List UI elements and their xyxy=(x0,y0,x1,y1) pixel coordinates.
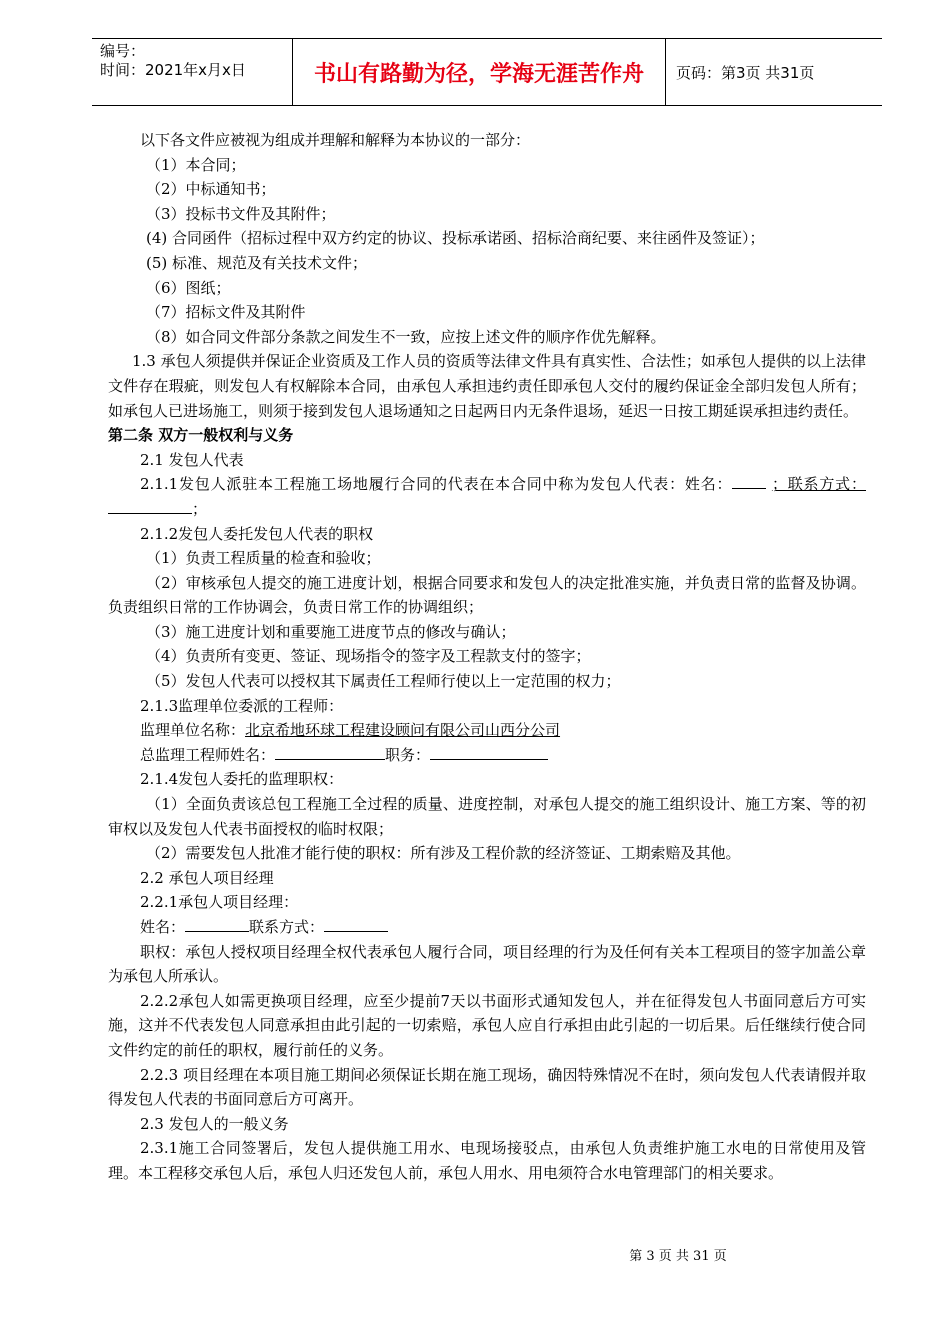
list-item: （5）发包人代表可以授权其下属责任工程师行使以上一定范围的权力； xyxy=(146,672,621,691)
pm-name-blank[interactable] xyxy=(185,917,249,932)
chief-engineer-label: 总监理工程师姓名： xyxy=(140,745,276,764)
clause-1-3: 1.3 承包人须提供并保证企业资质及工作人员的资质等法律文件具有真实性、合法性；如承包人提供的以上法律文件存在瑕疵，则发包人有权解除本合同，由承包人承担违约责任即承包人交付的履约保证金全部归发包人所有；如承包人已进场施工，则须于接到发包人退场通知之日起两日内无条件退场，延迟一日按工期延误承担违约责任。 xyxy=(108,352,866,420)
header-page-info: 页码：第3页 共31页 xyxy=(676,63,815,82)
list-item: (4) 合同函件（招标过程中双方约定的协议、投标承诺函、招标洽商纪要、来往函件及签证）； xyxy=(146,229,765,248)
punctuation: ； xyxy=(192,499,208,518)
section-heading: 2.2 承包人项目经理 xyxy=(140,868,274,887)
header-motto-cell xyxy=(292,39,666,105)
clause-heading: 2.1.3监理单位委派的工程师： xyxy=(140,696,344,715)
contact-label: ；联系方式： xyxy=(771,475,866,494)
list-item: （1）负责工程质量的检查和验收； xyxy=(146,549,381,568)
code-label: 编号： xyxy=(100,42,146,60)
clause-heading: 2.2.1承包人项目经理： xyxy=(140,893,299,912)
list-item: （7）招标文件及其附件 xyxy=(146,303,306,322)
list-item: （2）审核承包人提交的施工进度计划，根据合同要求和发包人的决定批准实施，并负责日常的监督及协调。负责组织日常的工作协调会，负责日常工作的协调组织； xyxy=(108,573,866,617)
clause-2-1-1 xyxy=(108,472,866,521)
article-heading: 第二条 双方一般权利与义务 xyxy=(108,426,294,445)
page-footer xyxy=(0,1245,950,1264)
list-item: （3）施工进度计划和重要施工进度节点的修改与确认； xyxy=(146,622,516,641)
document-body xyxy=(108,128,866,1186)
time-label: 时间：2021年x月x日 xyxy=(100,61,246,79)
pm-name-line xyxy=(108,915,866,940)
chief-engineer-line xyxy=(108,743,866,768)
position-blank[interactable] xyxy=(430,745,548,760)
clause-2-2-2: 2.2.2承包人如需更换项目经理，应至少提前7天以书面形式通知发包人，并在征得发包人书面同意后方可实施，这并不代表发包人同意承担由此引起的一切索赔，承包人应自行承担由此引起的一切后果。后任继续行使合同文件约定的前任的职权，履行前任的义务。 xyxy=(108,991,866,1059)
header-motto: 书山有路勤为径，学海无涯苦作舟 xyxy=(313,61,644,87)
clause-text: 2.1.1发包人派驻本工程施工场地履行合同的代表在本合同中称为发包人代表：姓名： xyxy=(140,475,733,494)
paragraph: 职权：承包人授权项目经理全权代表承包人履行合同，项目经理的行为及任何有关本工程项目的签字加盖公章为承包人所承认。 xyxy=(108,942,866,986)
footer-page-number: 第 3 页 共 31 页 xyxy=(629,1249,727,1264)
contact-blank[interactable] xyxy=(108,499,192,514)
list-item: （1）本合同； xyxy=(146,155,246,174)
position-label: 职务： xyxy=(385,745,431,764)
chief-engineer-blank[interactable] xyxy=(275,745,385,760)
supervisor-unit-line xyxy=(108,718,866,743)
section-heading: 2.1 发包人代表 xyxy=(140,450,244,469)
header-page-info-cell xyxy=(666,39,882,105)
supervisor-unit-name: 北京希地环球工程建设顾问有限公司山西分公司 xyxy=(245,721,561,740)
clause-2-3-1: 2.3.1施工合同签署后，发包人提供施工用水、电现场接驳点，由承包人负责维护施工水电的日常使用及管理。本工程移交承包人后，承包人归还发包人前，承包人用水、用电须符合水电管理部门的相关要求。 xyxy=(108,1139,866,1182)
pm-contact-blank[interactable] xyxy=(324,917,388,932)
page-header xyxy=(92,38,882,106)
name-blank[interactable] xyxy=(732,474,766,489)
header-meta xyxy=(92,39,292,105)
section-heading: 2.3 发包人的一般义务 xyxy=(140,1114,289,1133)
clause-2-2-3: 2.2.3 项目经理在本项目施工期间必须保证长期在施工现场，确因特殊情况不在时，须向发包人代表请假并取得发包人代表的书面同意后方可离开。 xyxy=(108,1065,866,1109)
list-item: （1）全面负责该总包工程施工全过程的质量、进度控制，对承包人提交的施工组织设计、施工方案、等的初审权以及发包人代表书面授权的临时权限； xyxy=(108,795,866,838)
pm-contact-label: 联系方式： xyxy=(249,918,325,936)
list-item: （3）投标书文件及其附件； xyxy=(146,204,336,223)
paragraph: 以下各文件应被视为组成并理解和解释为本协议的一部分： xyxy=(140,131,531,149)
pm-name-label: 姓名： xyxy=(140,918,186,936)
supervisor-unit-label: 监理单位名称： xyxy=(140,721,246,740)
list-item: （2）中标通知书； xyxy=(146,180,276,199)
list-item: （8）如合同文件部分条款之间发生不一致，应按上述文件的顺序作优先解释。 xyxy=(146,327,666,346)
list-item: （6）图纸； xyxy=(146,278,231,297)
clause-heading: 2.1.4发包人委托的监理职权： xyxy=(140,770,344,789)
clause-heading: 2.1.2发包人委托发包人代表的职权 xyxy=(140,524,374,543)
list-item: （4）负责所有变更、签证、现场指令的签字及工程款支付的签字； xyxy=(146,647,591,666)
list-item: (5) 标准、规范及有关技术文件； xyxy=(146,253,368,272)
list-item: （2）需要发包人批准才能行使的职权：所有涉及工程价款的经济签证、工期索赔及其他。 xyxy=(146,844,741,863)
